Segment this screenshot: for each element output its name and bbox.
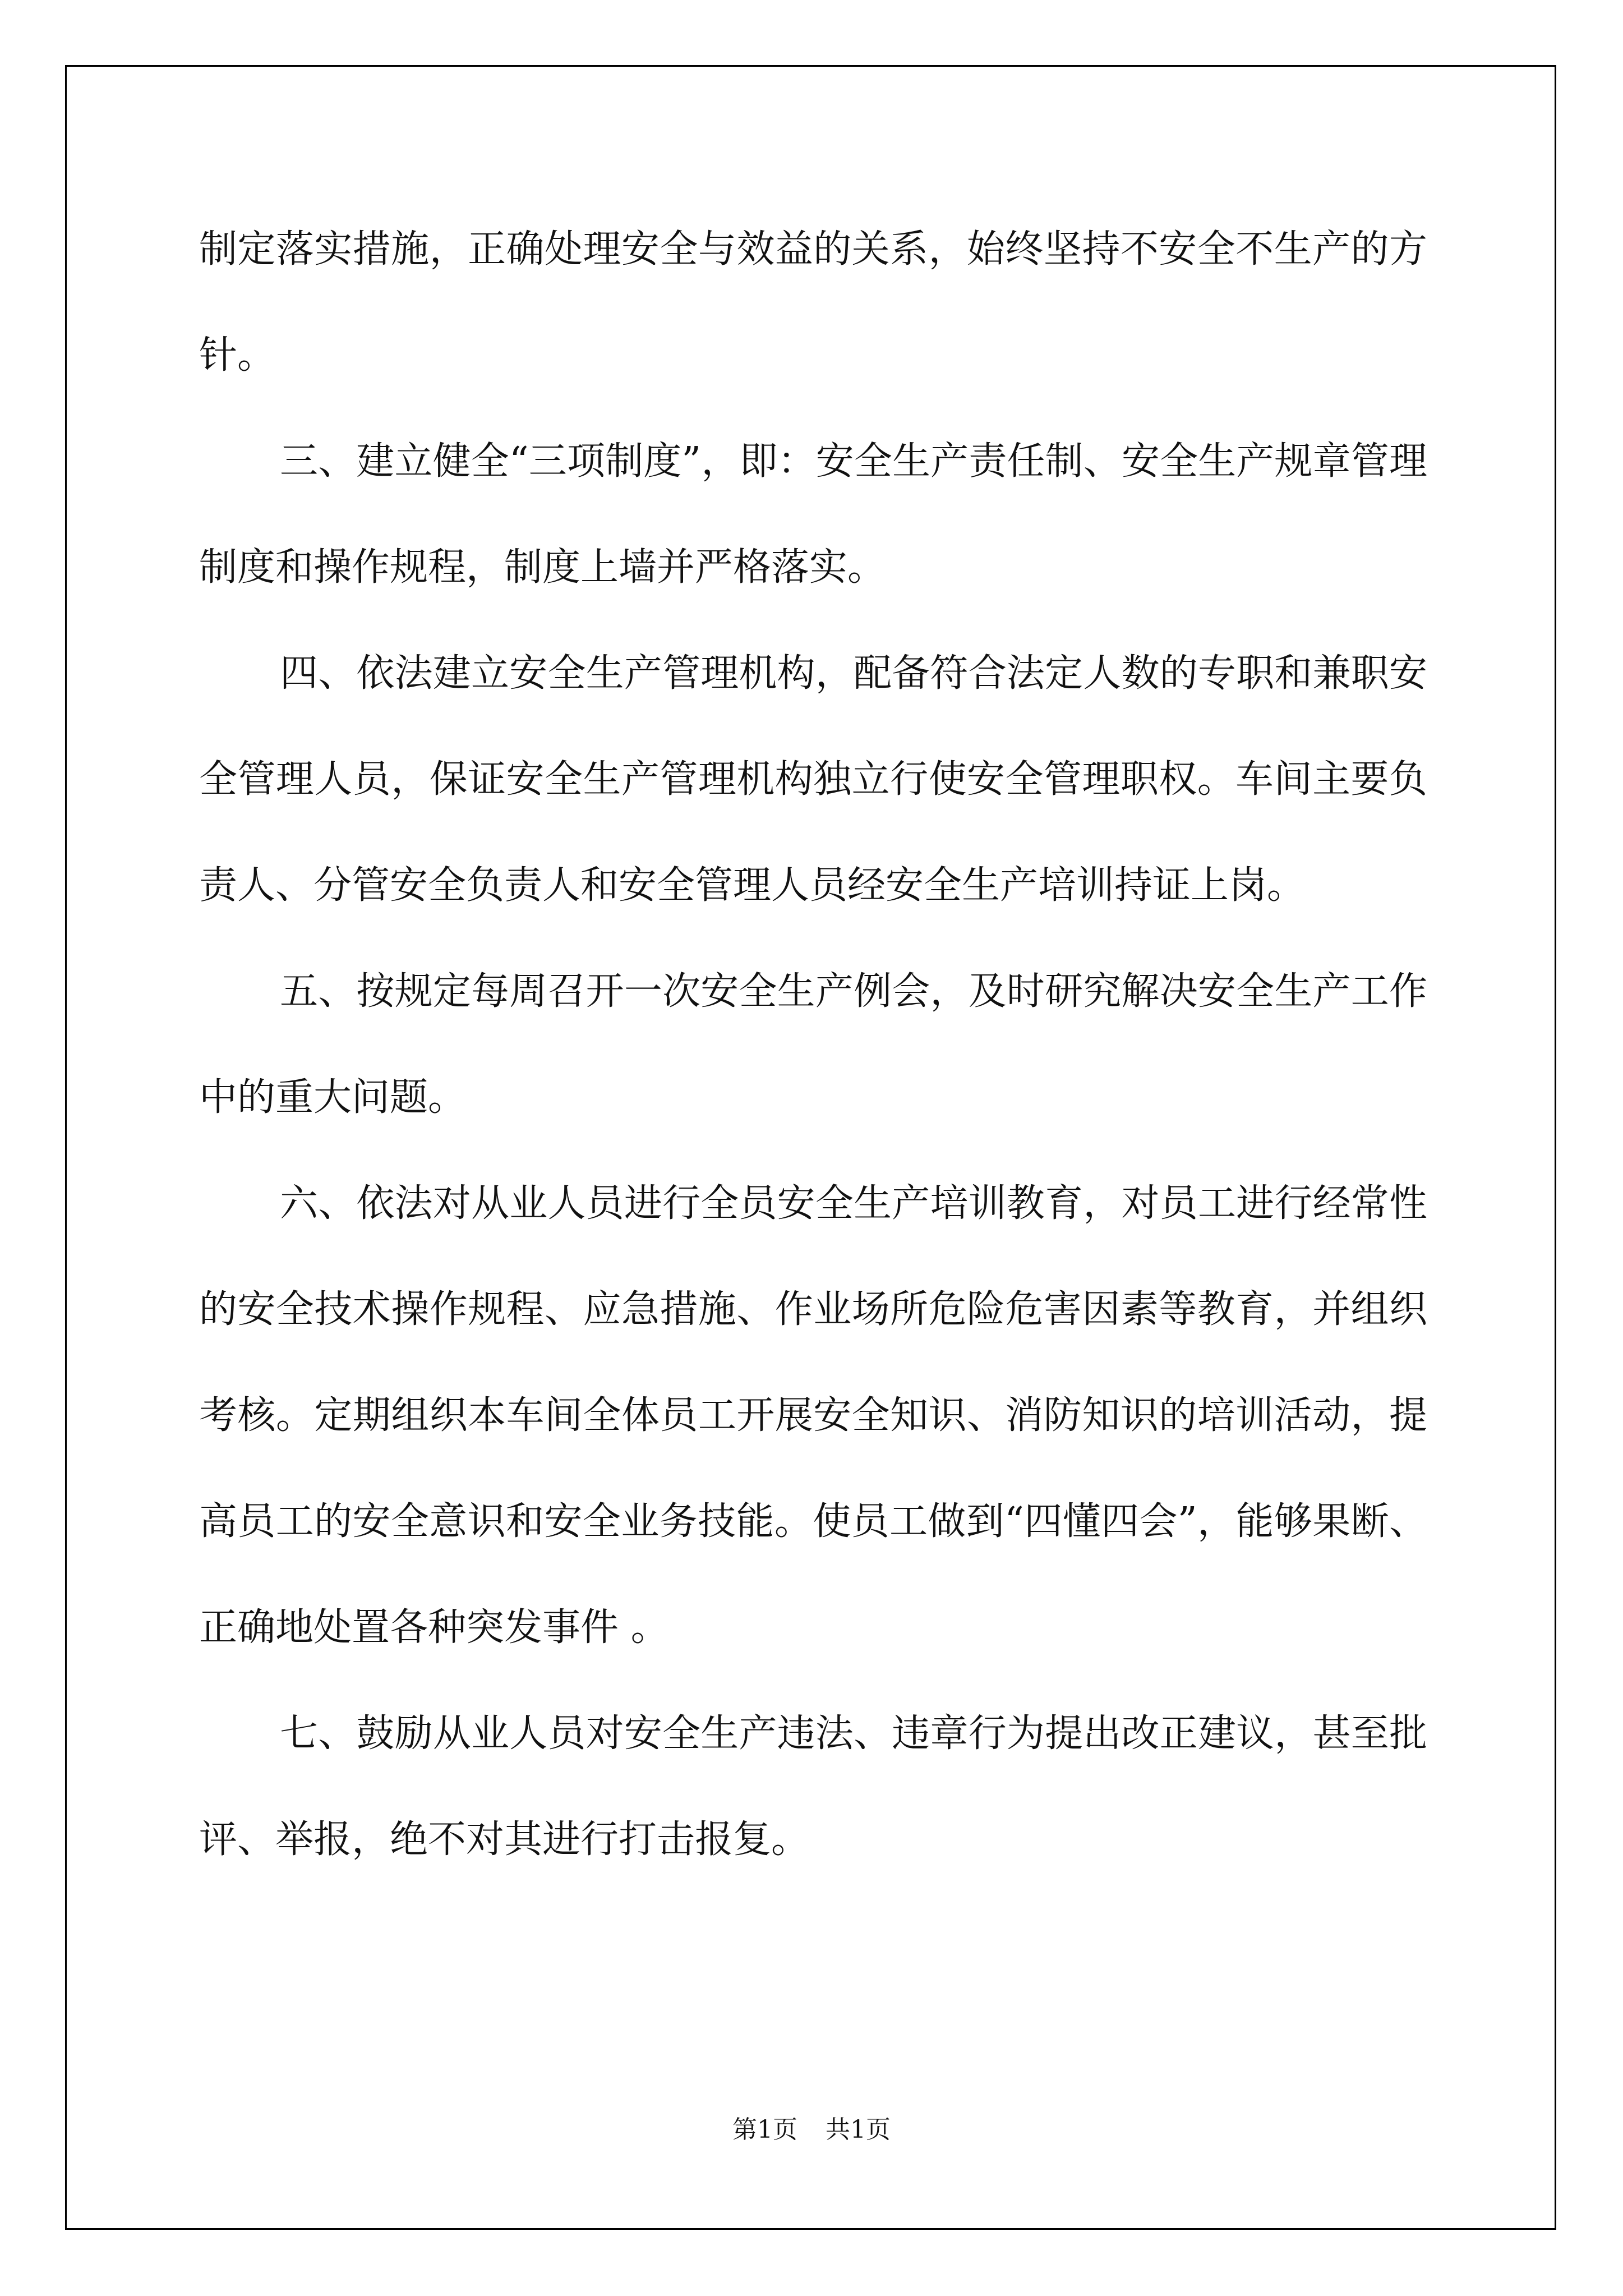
paragraph-2: 三、建立健全“三项制度”，即：安全生产责任制、安全生产规章管理制度和操作规程，制度上墙并严格落实。 bbox=[199, 439, 1427, 590]
paragraph-4: 五、按规定每周召开一次安全生产例会，及时研究解决安全生产工作中的重大问题。 bbox=[199, 969, 1427, 1120]
paragraph-6: 七、鼓励从业人员对安全生产违法、违章行为提出改正建议，甚至批评、举报，绝不对其进行打击报复。 bbox=[199, 1711, 1427, 1862]
page-footer bbox=[0, 2109, 1623, 2145]
document-body bbox=[199, 196, 1427, 1893]
page-number-total: 共1页 bbox=[826, 2115, 891, 2144]
paragraph-3: 四、依法建立安全生产管理机构，配备符合法定人数的专职和兼职安全管理人员，保证安全生产管理机构独立行使安全管理职权。车间主要负责人、分管安全负责人和安全管理人员经安全生产培训持证上岗。 bbox=[199, 651, 1427, 908]
page-number-current: 第1页 bbox=[732, 2115, 797, 2144]
paragraph-1: 制定落实措施，正确处理安全与效益的关系，始终坚持不安全不生产的方针。 bbox=[199, 227, 1427, 378]
paragraph-5: 六、依法对从业人员进行全员安全生产培训教育，对员工进行经常性的安全技术操作规程、应急措施、作业场所危险危害因素等教育，并组织考核。定期组织本车间全体员工开展安全知识、消防知识的培训活动，提高员工的安全意识和安全业务技能。使员工做到“四懂四会”，能够果断、正确地处置各种突发事件 。 bbox=[199, 1181, 1427, 1650]
